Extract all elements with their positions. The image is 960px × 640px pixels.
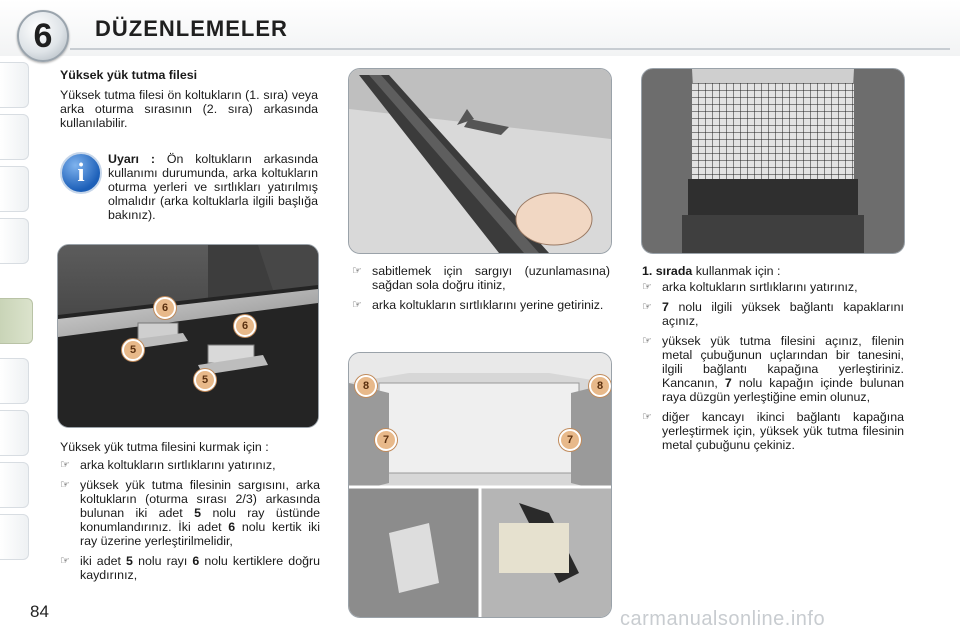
fixing-steps [352,264,610,318]
chapter-tab[interactable] [0,358,29,404]
row1-steps [642,280,904,458]
callout-6: 6 [234,315,256,337]
warning-note [108,152,318,222]
page-number: 84 [30,602,49,621]
install-steps [60,458,320,588]
list-item: ☞ yüksek yük tutma filesini açınız, filenin metal çubuğunun uçlarından bir tanesini, ilgili bağlantı kapağına yerleştiriniz. Kancanın, 7 nolu kapağın içinde bulunan raya düzgün yerleştiğine emin olunuz, [642,334,904,404]
chapter-tab[interactable] [0,514,29,560]
list-item: ☞ iki adet 5 nolu rayı 6 nolu kertiklere doğru kaydırınız, [60,554,320,582]
list-item: ☞ arka koltukların sırtlıklarını yatırınız, [60,458,276,472]
list-item: ☞ arka koltukların sırtlıklarını yatırınız, [642,280,858,294]
chapter-tab[interactable] [0,462,29,508]
figure-rail-install [57,244,319,428]
list-item: ☞ diğer kancayı ikinci bağlantı kapağına yerleştirmek için, yüksek yük tutma filesinin metal çubuğunu çekiniz. [642,410,904,452]
callout-5: 5 [122,339,144,361]
bullet-hand-icon: ☞ [642,281,652,293]
chapter-number-badge: 6 [17,10,69,62]
callout-7: 7 [559,429,581,451]
list-item: ☞ sabitlemek için sargıyı (uzunlamasına) sağdan sola doğru itiniz, [352,264,610,292]
callout-6: 6 [154,297,176,319]
bullet-hand-icon: ☞ [642,335,652,347]
section-heading: Yüksek yük tutma filesi [60,68,198,82]
chapter-tab[interactable] [0,114,29,160]
list-item: ☞ yüksek yük tutma filesinin sargısını, arka koltukların (oturma sırası 2/3) arkasında bulunan iki adet 5 nolu ray üstünde konumlandırınız. İki adet 6 nolu kertik iki ray üzerine yerleştirilmelidir, [60,478,320,548]
bullet-hand-icon: ☞ [642,411,652,423]
roof-illustration [349,353,611,617]
chapter-tab[interactable] [0,218,29,264]
figure-roof-fixings [348,352,612,618]
intro-paragraph: Yüksek tutma filesi ön koltukların (1. sıra) veya arka oturma sırasının (2. sıra) arkasında kullanılabilir. [60,88,318,130]
callout-8: 8 [355,375,377,397]
bullet-hand-icon: ☞ [60,555,70,567]
chapter-tab[interactable] [0,62,29,108]
chapter-tab-active[interactable] [0,298,33,344]
watermark: carmanualsonline.info [620,608,826,630]
list-item: ☞ arka koltukların sırtlıklarını yerine getiriniz. [352,298,604,312]
install-intro: Yüksek yük tutma filesini kurmak için : [60,440,269,454]
chapter-title: DÜZENLEMELER [95,16,288,41]
bullet-hand-icon: ☞ [60,479,70,491]
callout-8: 8 [589,375,611,397]
chapter-tab[interactable] [0,410,29,456]
header-divider [70,48,950,50]
callout-5: 5 [194,369,216,391]
row1-intro: 1. sırada kullanmak için : [642,264,781,278]
bullet-hand-icon: ☞ [60,459,70,471]
bullet-hand-icon: ☞ [352,265,362,277]
bullet-hand-icon: ☞ [352,299,362,311]
chapter-tab[interactable] [0,166,29,212]
bullet-hand-icon: ☞ [642,301,652,313]
chapter-tabs [0,62,30,582]
callout-7: 7 [375,429,397,451]
figure-roll-push [348,68,612,254]
roll-illustration [349,69,611,253]
warning-text: Ön koltukların arkasında kullanımı durumunda, arka koltukların oturma yerleri ve sırtlıkları yatırılmış olmalıdır (arka koltuklarla ilgili başlığa bakınız). [108,152,318,222]
list-item: ☞ 7 nolu ilgili yüksek bağlantı kapaklarını açınız, [642,300,904,328]
warning-label: Uyarı : [108,152,155,166]
rail-illustration [58,245,318,427]
figure-net-installed [641,68,905,254]
net-illustration [642,69,904,253]
info-icon: i [60,152,102,194]
